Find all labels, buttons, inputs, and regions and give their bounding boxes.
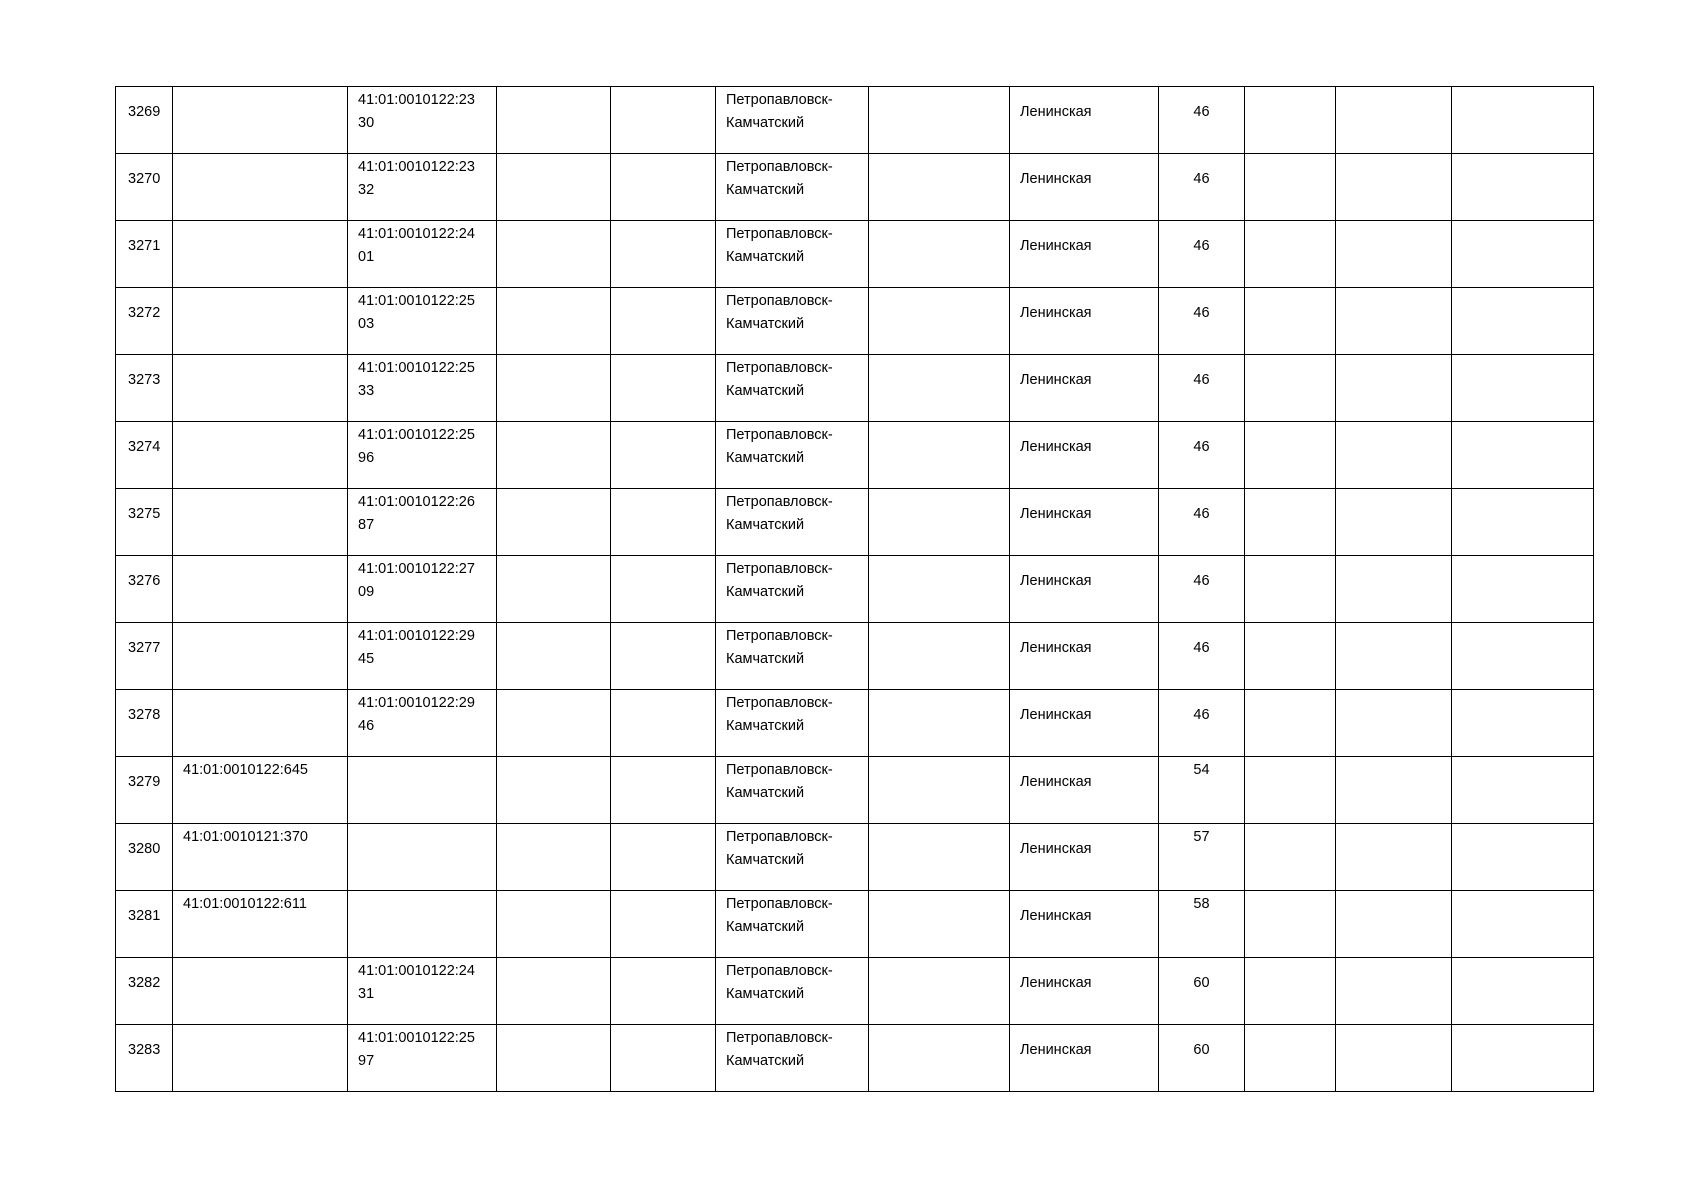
row-number-text: 3279 — [128, 774, 161, 790]
street-text: Ленинская — [1020, 573, 1092, 589]
building-number-text: 46 — [1193, 640, 1210, 656]
cadastral-number-cell — [173, 556, 348, 623]
cadastral-number-text — [173, 1025, 347, 1027]
row-number-cell — [116, 422, 173, 489]
empty-cell — [869, 891, 1010, 958]
building-number-text: 46 — [1193, 573, 1210, 589]
city-text: Петропавловск-Камчатский — [726, 226, 833, 265]
empty-cell — [1336, 757, 1452, 824]
city-cell — [716, 489, 869, 556]
cadastral-number-text: 41:01:0010121:370 — [183, 829, 308, 845]
room-cadastral-number-text: 41:01:0010122:2597 — [358, 1030, 475, 1069]
empty-cell — [497, 422, 611, 489]
empty-cell — [1245, 489, 1336, 556]
cadastral-number-cell — [173, 489, 348, 556]
empty-cell — [1245, 154, 1336, 221]
row-number-cell — [116, 556, 173, 623]
row-number-text: 3278 — [128, 707, 161, 723]
empty-cell — [1245, 623, 1336, 690]
empty-cell — [611, 757, 716, 824]
building-number-cell — [1159, 154, 1245, 221]
empty-cell — [1336, 891, 1452, 958]
empty-cell — [869, 221, 1010, 288]
street-cell — [1010, 87, 1159, 154]
table-row — [116, 489, 1594, 556]
empty-cell — [869, 958, 1010, 1025]
room-cadastral-number-cell — [348, 288, 497, 355]
city-text: Петропавловск-Камчатский — [726, 896, 833, 935]
empty-cell — [1452, 891, 1594, 958]
street-cell — [1010, 891, 1159, 958]
empty-cell — [869, 422, 1010, 489]
row-number-text: 3270 — [128, 171, 161, 187]
street-cell — [1010, 824, 1159, 891]
empty-cell — [611, 288, 716, 355]
room-cadastral-number-cell — [348, 690, 497, 757]
row-number-text: 3275 — [128, 506, 161, 522]
building-number-cell — [1159, 757, 1245, 824]
empty-cell — [611, 690, 716, 757]
table-row — [116, 221, 1594, 288]
empty-cell — [611, 355, 716, 422]
street-cell — [1010, 355, 1159, 422]
room-cadastral-number-cell — [348, 757, 497, 824]
room-cadastral-number-text: 41:01:0010122:2596 — [358, 427, 475, 466]
city-text: Петропавловск-Камчатский — [726, 829, 833, 868]
city-cell — [716, 422, 869, 489]
row-number-cell — [116, 288, 173, 355]
cadastral-number-cell — [173, 288, 348, 355]
city-cell — [716, 690, 869, 757]
building-number-cell — [1159, 891, 1245, 958]
city-text: Петропавловск-Камчатский — [726, 159, 833, 198]
row-number-cell — [116, 1025, 173, 1092]
building-number-text: 54 — [1193, 762, 1210, 778]
empty-cell — [869, 556, 1010, 623]
building-number-cell — [1159, 355, 1245, 422]
row-number-text: 3280 — [128, 841, 161, 857]
table-body — [116, 87, 1594, 1092]
city-text: Петропавловск-Камчатский — [726, 762, 833, 801]
cadastral-number-text — [173, 690, 347, 692]
table-row — [116, 891, 1594, 958]
empty-cell — [1452, 757, 1594, 824]
row-number-text: 3281 — [128, 908, 161, 924]
room-cadastral-number-text — [348, 824, 480, 826]
building-number-text: 46 — [1193, 439, 1210, 455]
empty-cell — [611, 154, 716, 221]
empty-cell — [1452, 690, 1594, 757]
row-number-text: 3276 — [128, 573, 161, 589]
city-cell — [716, 556, 869, 623]
building-number-text: 46 — [1193, 372, 1210, 388]
city-text: Петропавловск-Камчатский — [726, 695, 833, 734]
empty-cell — [1336, 87, 1452, 154]
building-number-cell — [1159, 623, 1245, 690]
building-number-cell — [1159, 824, 1245, 891]
empty-cell — [1245, 556, 1336, 623]
cadastral-number-text — [173, 489, 347, 491]
empty-cell — [1245, 690, 1336, 757]
empty-cell — [869, 690, 1010, 757]
table-row — [116, 87, 1594, 154]
room-cadastral-number-text: 41:01:0010122:2503 — [358, 293, 475, 332]
empty-cell — [497, 958, 611, 1025]
street-text: Ленинская — [1020, 908, 1092, 924]
cadastral-number-text — [173, 422, 347, 424]
row-number-cell — [116, 623, 173, 690]
empty-cell — [1245, 422, 1336, 489]
table-row — [116, 1025, 1594, 1092]
cadastral-number-text — [173, 556, 347, 558]
empty-cell — [1452, 154, 1594, 221]
row-number-cell — [116, 221, 173, 288]
empty-cell — [497, 623, 611, 690]
street-cell — [1010, 556, 1159, 623]
street-text: Ленинская — [1020, 640, 1092, 656]
room-cadastral-number-text: 41:01:0010122:2431 — [358, 963, 475, 1002]
table-row — [116, 958, 1594, 1025]
room-cadastral-number-text: 41:01:0010122:2945 — [358, 628, 475, 667]
room-cadastral-number-cell — [348, 958, 497, 1025]
building-number-text: 58 — [1193, 896, 1210, 912]
table-row — [116, 690, 1594, 757]
row-number-cell — [116, 87, 173, 154]
room-cadastral-number-text — [348, 757, 480, 759]
empty-cell — [1452, 288, 1594, 355]
empty-cell — [869, 288, 1010, 355]
row-number-cell — [116, 757, 173, 824]
city-text: Петропавловск-Камчатский — [726, 1030, 833, 1069]
empty-cell — [1245, 288, 1336, 355]
building-number-text: 46 — [1193, 506, 1210, 522]
empty-cell — [1452, 422, 1594, 489]
empty-cell — [869, 355, 1010, 422]
empty-cell — [611, 87, 716, 154]
empty-cell — [497, 288, 611, 355]
empty-cell — [1336, 958, 1452, 1025]
room-cadastral-number-cell — [348, 891, 497, 958]
building-number-text: 46 — [1193, 305, 1210, 321]
city-cell — [716, 757, 869, 824]
room-cadastral-number-text: 41:01:0010122:2709 — [358, 561, 475, 600]
street-cell — [1010, 958, 1159, 1025]
row-number-cell — [116, 958, 173, 1025]
empty-cell — [1245, 757, 1336, 824]
row-number-cell — [116, 489, 173, 556]
empty-cell — [497, 355, 611, 422]
street-text: Ленинская — [1020, 104, 1092, 120]
cadastral-number-text — [173, 355, 347, 357]
room-cadastral-number-cell — [348, 489, 497, 556]
row-number-text: 3272 — [128, 305, 161, 321]
city-cell — [716, 221, 869, 288]
empty-cell — [869, 489, 1010, 556]
empty-cell — [1336, 690, 1452, 757]
empty-cell — [1336, 489, 1452, 556]
empty-cell — [1452, 958, 1594, 1025]
empty-cell — [1245, 1025, 1336, 1092]
empty-cell — [1336, 355, 1452, 422]
street-cell — [1010, 623, 1159, 690]
room-cadastral-number-cell — [348, 221, 497, 288]
city-text: Петропавловск-Камчатский — [726, 561, 833, 600]
empty-cell — [611, 221, 716, 288]
cadastral-number-cell — [173, 355, 348, 422]
room-cadastral-number-cell — [348, 824, 497, 891]
empty-cell — [1452, 623, 1594, 690]
room-cadastral-number-cell — [348, 556, 497, 623]
cadastral-number-cell — [173, 623, 348, 690]
building-number-text: 46 — [1193, 238, 1210, 254]
empty-cell — [611, 623, 716, 690]
empty-cell — [1452, 824, 1594, 891]
room-cadastral-number-cell — [348, 154, 497, 221]
cadastral-number-text — [173, 288, 347, 290]
empty-cell — [497, 1025, 611, 1092]
city-cell — [716, 355, 869, 422]
cadastral-number-text — [173, 154, 347, 156]
building-number-cell — [1159, 489, 1245, 556]
city-cell — [716, 288, 869, 355]
building-number-cell — [1159, 288, 1245, 355]
empty-cell — [1336, 154, 1452, 221]
city-text: Петропавловск-Камчатский — [726, 494, 833, 533]
building-number-cell — [1159, 422, 1245, 489]
cadastral-number-text: 41:01:0010122:611 — [183, 896, 307, 912]
empty-cell — [1245, 355, 1336, 422]
empty-cell — [869, 154, 1010, 221]
cadastral-number-cell — [173, 958, 348, 1025]
empty-cell — [497, 154, 611, 221]
cadastral-number-text: 41:01:0010122:645 — [183, 762, 308, 778]
empty-cell — [1336, 288, 1452, 355]
row-number-text: 3274 — [128, 439, 161, 455]
street-text: Ленинская — [1020, 774, 1092, 790]
table-row — [116, 288, 1594, 355]
building-number-text: 46 — [1193, 104, 1210, 120]
table-row — [116, 757, 1594, 824]
empty-cell — [1245, 824, 1336, 891]
cadastral-number-text — [173, 623, 347, 625]
empty-cell — [1452, 87, 1594, 154]
street-text: Ленинская — [1020, 841, 1092, 857]
row-number-text: 3269 — [128, 104, 161, 120]
empty-cell — [1336, 221, 1452, 288]
empty-cell — [611, 556, 716, 623]
building-number-text: 46 — [1193, 171, 1210, 187]
street-cell — [1010, 690, 1159, 757]
empty-cell — [1245, 221, 1336, 288]
building-number-cell — [1159, 87, 1245, 154]
city-text: Петропавловск-Камчатский — [726, 360, 833, 399]
building-number-text: 60 — [1193, 975, 1210, 991]
empty-cell — [1336, 824, 1452, 891]
cadastral-number-cell — [173, 422, 348, 489]
empty-cell — [497, 221, 611, 288]
street-cell — [1010, 221, 1159, 288]
registry-table — [115, 86, 1594, 1092]
row-number-cell — [116, 824, 173, 891]
table-row — [116, 824, 1594, 891]
city-cell — [716, 87, 869, 154]
city-text: Петропавловск-Камчатский — [726, 963, 833, 1002]
empty-cell — [869, 623, 1010, 690]
empty-cell — [1245, 87, 1336, 154]
empty-cell — [869, 757, 1010, 824]
empty-cell — [611, 824, 716, 891]
table-row — [116, 355, 1594, 422]
city-cell — [716, 154, 869, 221]
street-cell — [1010, 288, 1159, 355]
empty-cell — [1336, 623, 1452, 690]
cadastral-number-cell — [173, 1025, 348, 1092]
city-text: Петропавловск-Камчатский — [726, 92, 833, 131]
street-text: Ленинская — [1020, 707, 1092, 723]
cadastral-number-text — [173, 221, 347, 223]
empty-cell — [497, 891, 611, 958]
city-cell — [716, 1025, 869, 1092]
street-text: Ленинская — [1020, 975, 1092, 991]
row-number-text: 3273 — [128, 372, 161, 388]
street-cell — [1010, 757, 1159, 824]
street-text: Ленинская — [1020, 238, 1092, 254]
empty-cell — [1336, 1025, 1452, 1092]
empty-cell — [869, 1025, 1010, 1092]
building-number-cell — [1159, 221, 1245, 288]
table-row — [116, 623, 1594, 690]
cadastral-number-text — [173, 958, 347, 960]
empty-cell — [497, 824, 611, 891]
empty-cell — [497, 757, 611, 824]
row-number-cell — [116, 891, 173, 958]
street-text: Ленинская — [1020, 439, 1092, 455]
empty-cell — [611, 891, 716, 958]
street-cell — [1010, 489, 1159, 556]
row-number-text: 3271 — [128, 238, 161, 254]
building-number-cell — [1159, 556, 1245, 623]
empty-cell — [1245, 891, 1336, 958]
room-cadastral-number-text: 41:01:0010122:2332 — [358, 159, 475, 198]
empty-cell — [1452, 489, 1594, 556]
cadastral-number-cell — [173, 891, 348, 958]
empty-cell — [611, 1025, 716, 1092]
street-text: Ленинская — [1020, 372, 1092, 388]
row-number-text: 3283 — [128, 1042, 161, 1058]
room-cadastral-number-cell — [348, 355, 497, 422]
city-text: Петропавловск-Камчатский — [726, 293, 833, 332]
cadastral-number-cell — [173, 154, 348, 221]
room-cadastral-number-text: 41:01:0010122:2946 — [358, 695, 475, 734]
empty-cell — [1336, 556, 1452, 623]
city-cell — [716, 824, 869, 891]
cadastral-number-text — [173, 87, 347, 89]
row-number-text: 3277 — [128, 640, 161, 656]
table-row — [116, 154, 1594, 221]
empty-cell — [611, 958, 716, 1025]
building-number-text: 60 — [1193, 1042, 1210, 1058]
room-cadastral-number-cell — [348, 623, 497, 690]
row-number-text: 3282 — [128, 975, 161, 991]
street-text: Ленинская — [1020, 1042, 1092, 1058]
room-cadastral-number-text: 41:01:0010122:2533 — [358, 360, 475, 399]
building-number-cell — [1159, 1025, 1245, 1092]
empty-cell — [869, 87, 1010, 154]
room-cadastral-number-cell — [348, 87, 497, 154]
street-cell — [1010, 154, 1159, 221]
street-text: Ленинская — [1020, 506, 1092, 522]
street-cell — [1010, 422, 1159, 489]
empty-cell — [497, 489, 611, 556]
empty-cell — [869, 824, 1010, 891]
empty-cell — [1336, 422, 1452, 489]
cadastral-number-cell — [173, 824, 348, 891]
empty-cell — [1452, 556, 1594, 623]
empty-cell — [1452, 221, 1594, 288]
empty-cell — [497, 690, 611, 757]
room-cadastral-number-cell — [348, 422, 497, 489]
room-cadastral-number-text: 41:01:0010122:2401 — [358, 226, 475, 265]
cadastral-number-cell — [173, 87, 348, 154]
room-cadastral-number-text — [348, 891, 480, 893]
table-row — [116, 556, 1594, 623]
empty-cell — [611, 422, 716, 489]
city-cell — [716, 891, 869, 958]
street-text: Ленинская — [1020, 171, 1092, 187]
empty-cell — [611, 489, 716, 556]
cadastral-number-cell — [173, 757, 348, 824]
row-number-cell — [116, 154, 173, 221]
empty-cell — [497, 556, 611, 623]
building-number-text: 46 — [1193, 707, 1210, 723]
room-cadastral-number-text: 41:01:0010122:2687 — [358, 494, 475, 533]
city-cell — [716, 958, 869, 1025]
room-cadastral-number-cell — [348, 1025, 497, 1092]
street-cell — [1010, 1025, 1159, 1092]
cadastral-number-cell — [173, 221, 348, 288]
row-number-cell — [116, 690, 173, 757]
table-row — [116, 422, 1594, 489]
empty-cell — [1245, 958, 1336, 1025]
building-number-cell — [1159, 690, 1245, 757]
empty-cell — [1452, 355, 1594, 422]
empty-cell — [497, 87, 611, 154]
street-text: Ленинская — [1020, 305, 1092, 321]
room-cadastral-number-text: 41:01:0010122:2330 — [358, 92, 475, 131]
city-cell — [716, 623, 869, 690]
city-text: Петропавловск-Камчатский — [726, 628, 833, 667]
row-number-cell — [116, 355, 173, 422]
building-number-cell — [1159, 958, 1245, 1025]
cadastral-number-cell — [173, 690, 348, 757]
building-number-text: 57 — [1193, 829, 1210, 845]
city-text: Петропавловск-Камчатский — [726, 427, 833, 466]
empty-cell — [1452, 1025, 1594, 1092]
